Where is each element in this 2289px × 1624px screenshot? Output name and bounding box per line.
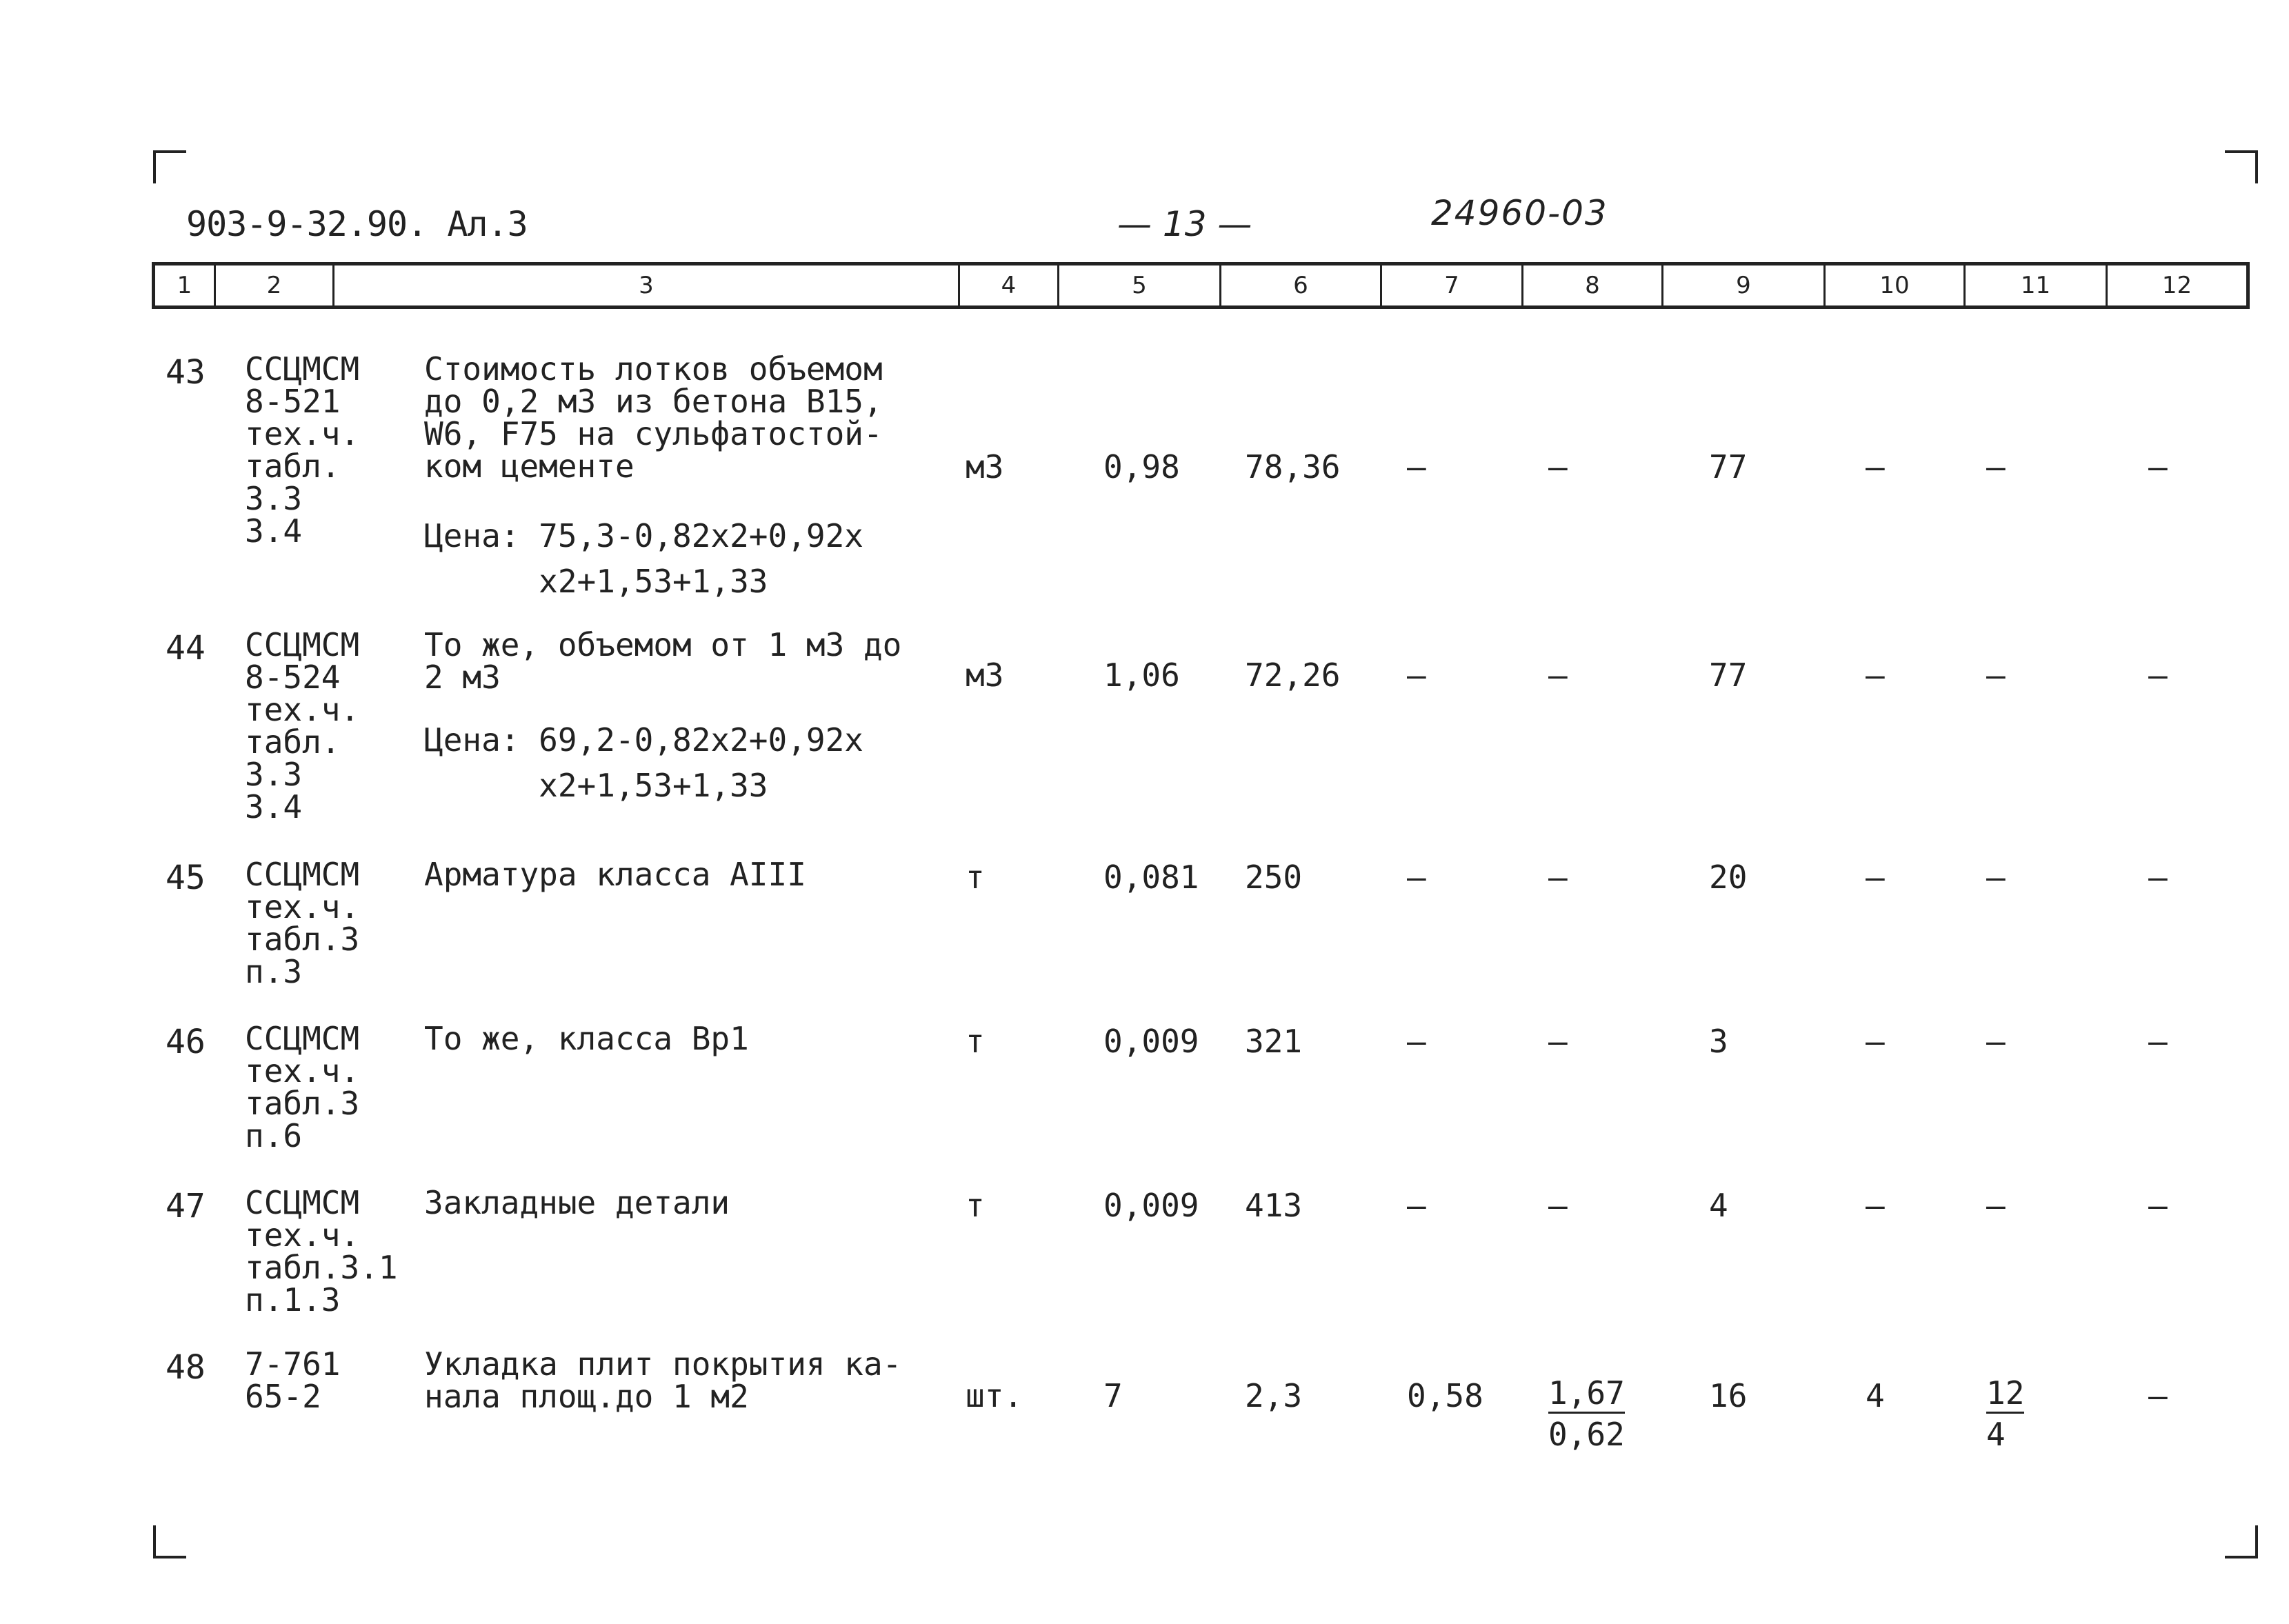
col-10-value: 4 [1866, 1377, 1885, 1414]
column-header: 11 [1966, 265, 2108, 305]
col-12-value: – [2148, 1187, 2168, 1224]
col-8-value: – [1548, 656, 1568, 694]
document-code: 903-9-32.90. Ал.3 [186, 204, 528, 244]
column-header: 9 [1663, 265, 1826, 305]
column-header: 5 [1059, 265, 1221, 305]
unit: м3 [966, 656, 1004, 694]
row-number: 46 [166, 1023, 206, 1061]
quantity: 0,009 [1103, 1023, 1199, 1060]
row-number: 43 [166, 353, 206, 392]
crop-mark-top-right [2225, 150, 2258, 183]
col-12-value: – [2148, 1023, 2168, 1060]
col-6-value: 250 [1245, 859, 1303, 896]
col-6-value: 321 [1245, 1023, 1303, 1060]
row-number: 44 [166, 629, 206, 668]
column-header-row [152, 262, 2250, 309]
unit: т [966, 1023, 985, 1060]
col-8-value: – [1548, 1023, 1568, 1060]
column-header: 4 [960, 265, 1059, 305]
norm-code: ССЦМСМ 8-521 тех.ч. табл. 3.3 3.4 [245, 350, 360, 550]
col-7-value: – [1407, 1187, 1426, 1224]
quantity: 0,081 [1103, 859, 1199, 896]
work-description: То же, класса Вр1 [424, 1020, 749, 1057]
col-8-fraction [1548, 1374, 1625, 1455]
work-description: Укладка плит покрытия ка- нала площ.до 1 м2 [424, 1345, 902, 1415]
col-10-value: – [1866, 859, 1885, 896]
col-8-value: – [1548, 1187, 1568, 1224]
col-11-value: – [1986, 1187, 2006, 1224]
col-11-value: – [1986, 859, 2006, 896]
col-11-value: – [1986, 1023, 2006, 1060]
col-9-value: 16 [1709, 1377, 1748, 1414]
work-description: Стоимость лотков объемом до 0,2 м3 из бетона В15, W6, F75 на сульфатостой- ком цементе [424, 350, 883, 485]
col-9-value: 77 [1709, 656, 1748, 694]
row-number: 45 [166, 859, 206, 897]
unit: шт. [966, 1377, 1023, 1414]
col-8-denominator: 0,62 [1548, 1416, 1625, 1453]
price-formula: Цена: 69,2-0,82х2+0,92х х2+1,53+1,33 [424, 721, 863, 804]
crop-mark-bottom-right [2225, 1525, 2258, 1558]
col-10-value: – [1866, 448, 1885, 485]
work-description: То же, объемом от 1 м3 до 2 м3 [424, 626, 902, 696]
col-11-value: – [1986, 656, 2006, 694]
column-header: 10 [1826, 265, 1966, 305]
quantity: 0,98 [1103, 448, 1180, 485]
col-6-value: 2,3 [1245, 1377, 1303, 1414]
col-6-value: 413 [1245, 1187, 1303, 1224]
column-header: 3 [334, 265, 960, 305]
column-header: 8 [1523, 265, 1663, 305]
col-8-value: – [1548, 859, 1568, 896]
col-12-value: – [2148, 656, 2168, 694]
col-7-value: – [1407, 1023, 1426, 1060]
quantity: 0,009 [1103, 1187, 1199, 1224]
col-7-value: – [1407, 448, 1426, 485]
row-number: 48 [166, 1348, 206, 1387]
norm-code: ССЦМСМ 8-524 тех.ч. табл. 3.3 3.4 [245, 626, 360, 825]
col-7-value: – [1407, 656, 1426, 694]
col-10-value: – [1866, 1187, 1885, 1224]
quantity: 1,06 [1103, 656, 1180, 694]
col-6-value: 72,26 [1245, 656, 1341, 694]
col-9-value: 20 [1709, 859, 1748, 896]
inventory-number: 24960-03 [1431, 193, 1608, 233]
work-description: Закладные детали [424, 1184, 730, 1221]
norm-code: 7-761 65-2 [245, 1345, 341, 1415]
col-9-value: 3 [1709, 1023, 1728, 1060]
col-6-value: 78,36 [1245, 448, 1341, 485]
column-header: 1 [155, 265, 216, 305]
col-7-value: – [1407, 859, 1426, 896]
col-9-value: 4 [1709, 1187, 1728, 1224]
unit: м3 [966, 448, 1004, 485]
col-10-value: – [1866, 656, 1885, 694]
col-9-value: 77 [1709, 448, 1748, 485]
col-8-value: – [1548, 448, 1568, 485]
crop-mark-top-left [153, 150, 186, 183]
quantity: 7 [1103, 1377, 1123, 1414]
col-11-numerator: 12 [1986, 1374, 2024, 1414]
col-7-value: 0,58 [1407, 1377, 1483, 1414]
unit: т [966, 859, 985, 896]
price-formula: Цена: 75,3-0,82х2+0,92х х2+1,53+1,33 [424, 517, 863, 600]
unit: т [966, 1187, 985, 1224]
col-11-value: – [1986, 448, 2006, 485]
norm-code: ССЦМСМ тех.ч. табл.3.1 п.1.3 [245, 1184, 398, 1319]
col-10-value: – [1866, 1023, 1885, 1060]
row-number: 47 [166, 1187, 206, 1225]
norm-code: ССЦМСМ тех.ч. табл.3 п.3 [245, 856, 360, 990]
col-12-value: – [2148, 448, 2168, 485]
col-11-denominator: 4 [1986, 1416, 2006, 1453]
col-11-fraction [1986, 1374, 2024, 1455]
column-header: 2 [216, 265, 334, 305]
work-description: Арматура класса АIII [424, 856, 806, 893]
col-8-numerator: 1,67 [1548, 1374, 1625, 1414]
column-header: 7 [1382, 265, 1523, 305]
page-number: — 13 — [1117, 204, 1252, 244]
col-12-value: – [2148, 859, 2168, 896]
column-header: 12 [2161, 272, 2192, 299]
norm-code: ССЦМСМ тех.ч. табл.3 п.6 [245, 1020, 360, 1154]
crop-mark-bottom-left [153, 1525, 186, 1558]
col-12-value: – [2148, 1377, 2168, 1414]
column-header: 6 [1221, 265, 1382, 305]
